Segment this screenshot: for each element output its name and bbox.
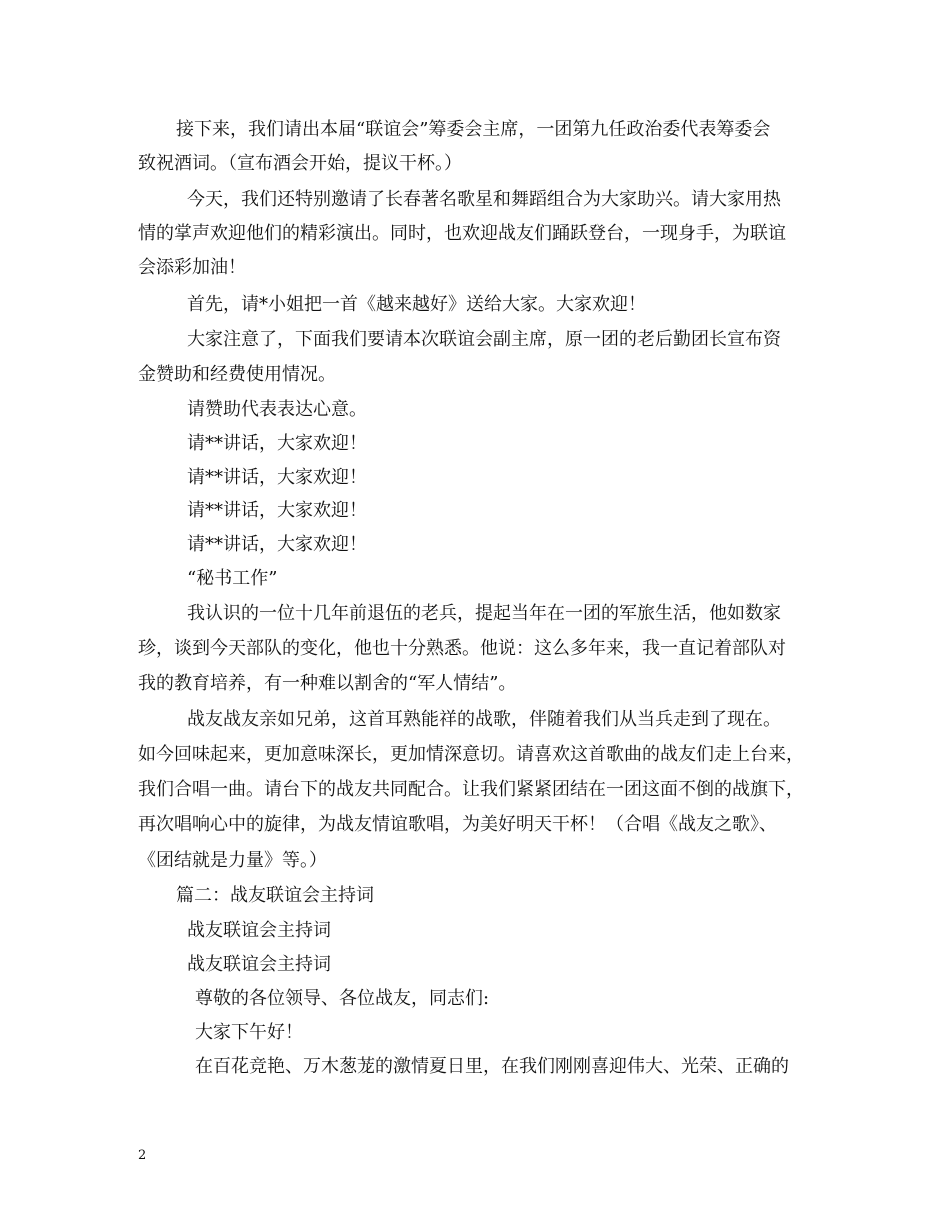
text-line: 请**讲话，大家欢迎！ <box>187 467 367 488</box>
text-line: 请**讲话，大家欢迎！ <box>187 534 367 555</box>
text-line: 尊敬的各位领导、各位战友，同志们: <box>195 988 490 1009</box>
text-line: 战友战友亲如兄弟，这首耳熟能祥的战歌，伴随着我们从当兵走到了现在。 <box>187 709 781 730</box>
text-line: 大家下午好！ <box>195 1022 303 1043</box>
text-line: 我们合唱一曲。请台下的战友共同配合。让我们紧紧团结在一团这面不倒的战旗下， <box>138 779 804 800</box>
text-line: 再次唱响心中的旋律，为战友情谊歌唱，为美好明天干杯！（合唱《战友之歌》、 <box>138 814 777 835</box>
text-line: 金赞助和经费使用情况。 <box>138 364 336 385</box>
text-line: 致祝酒词。（宣布酒会开始，提议干杯。） <box>138 153 462 174</box>
text-line: 请**讲话，大家欢迎！ <box>187 433 367 454</box>
text-line: 接下来，我们请出本届“联谊会”筹委会主席，一团第九任政治委代表筹委会 <box>176 119 771 140</box>
text-line: 今天，我们还特别邀请了长春著名歌星和舞蹈组合为大家助兴。请大家用热 <box>187 189 781 210</box>
page-number: 2 <box>138 1148 147 1163</box>
text-line: 如今回味起来，更加意味深长，更加情深意切。请喜欢这首歌曲的战友们走上台来， <box>138 744 804 765</box>
text-line: 请赞助代表表达心意。 <box>187 399 367 420</box>
text-line: 会添彩加油！ <box>138 257 246 278</box>
text-line: “秘书工作” <box>187 568 278 589</box>
text-line: 在百花竞艳、万木葱茏的激情夏日里，在我们刚刚喜迎伟大、光荣、正确的 <box>195 1056 789 1077</box>
text-line: 《团结就是力量》等。） <box>138 850 327 871</box>
section-heading: 篇二：战友联谊会主持词 <box>176 885 374 906</box>
text-line: 情的掌声欢迎他们的精彩演出。同时，也欢迎战友们踊跃登台，一现身手，为联谊 <box>138 223 786 244</box>
text-line: 我的教育培养，有一种难以割舍的“军人情结”。 <box>138 673 517 694</box>
text-line: 请**讲话，大家欢迎！ <box>187 500 367 521</box>
text-line: 战友联谊会主持词 <box>187 954 331 975</box>
text-line: 大家注意了，下面我们要请本次联谊会副主席，原一团的老后勤团长宣布资 <box>187 329 781 350</box>
text-line: 珍，谈到今天部队的变化，他也十分熟悉。他说：这么多年来，我一直记着部队对 <box>138 638 786 659</box>
text-line: 战友联谊会主持词 <box>187 920 331 941</box>
text-line: 首先，请*小姐把一首《越来越好》送给大家。大家欢迎！ <box>187 294 646 315</box>
text-line: 我认识的一位十几年前退伍的老兵，提起当年在一团的军旅生活，他如数家 <box>187 603 781 624</box>
